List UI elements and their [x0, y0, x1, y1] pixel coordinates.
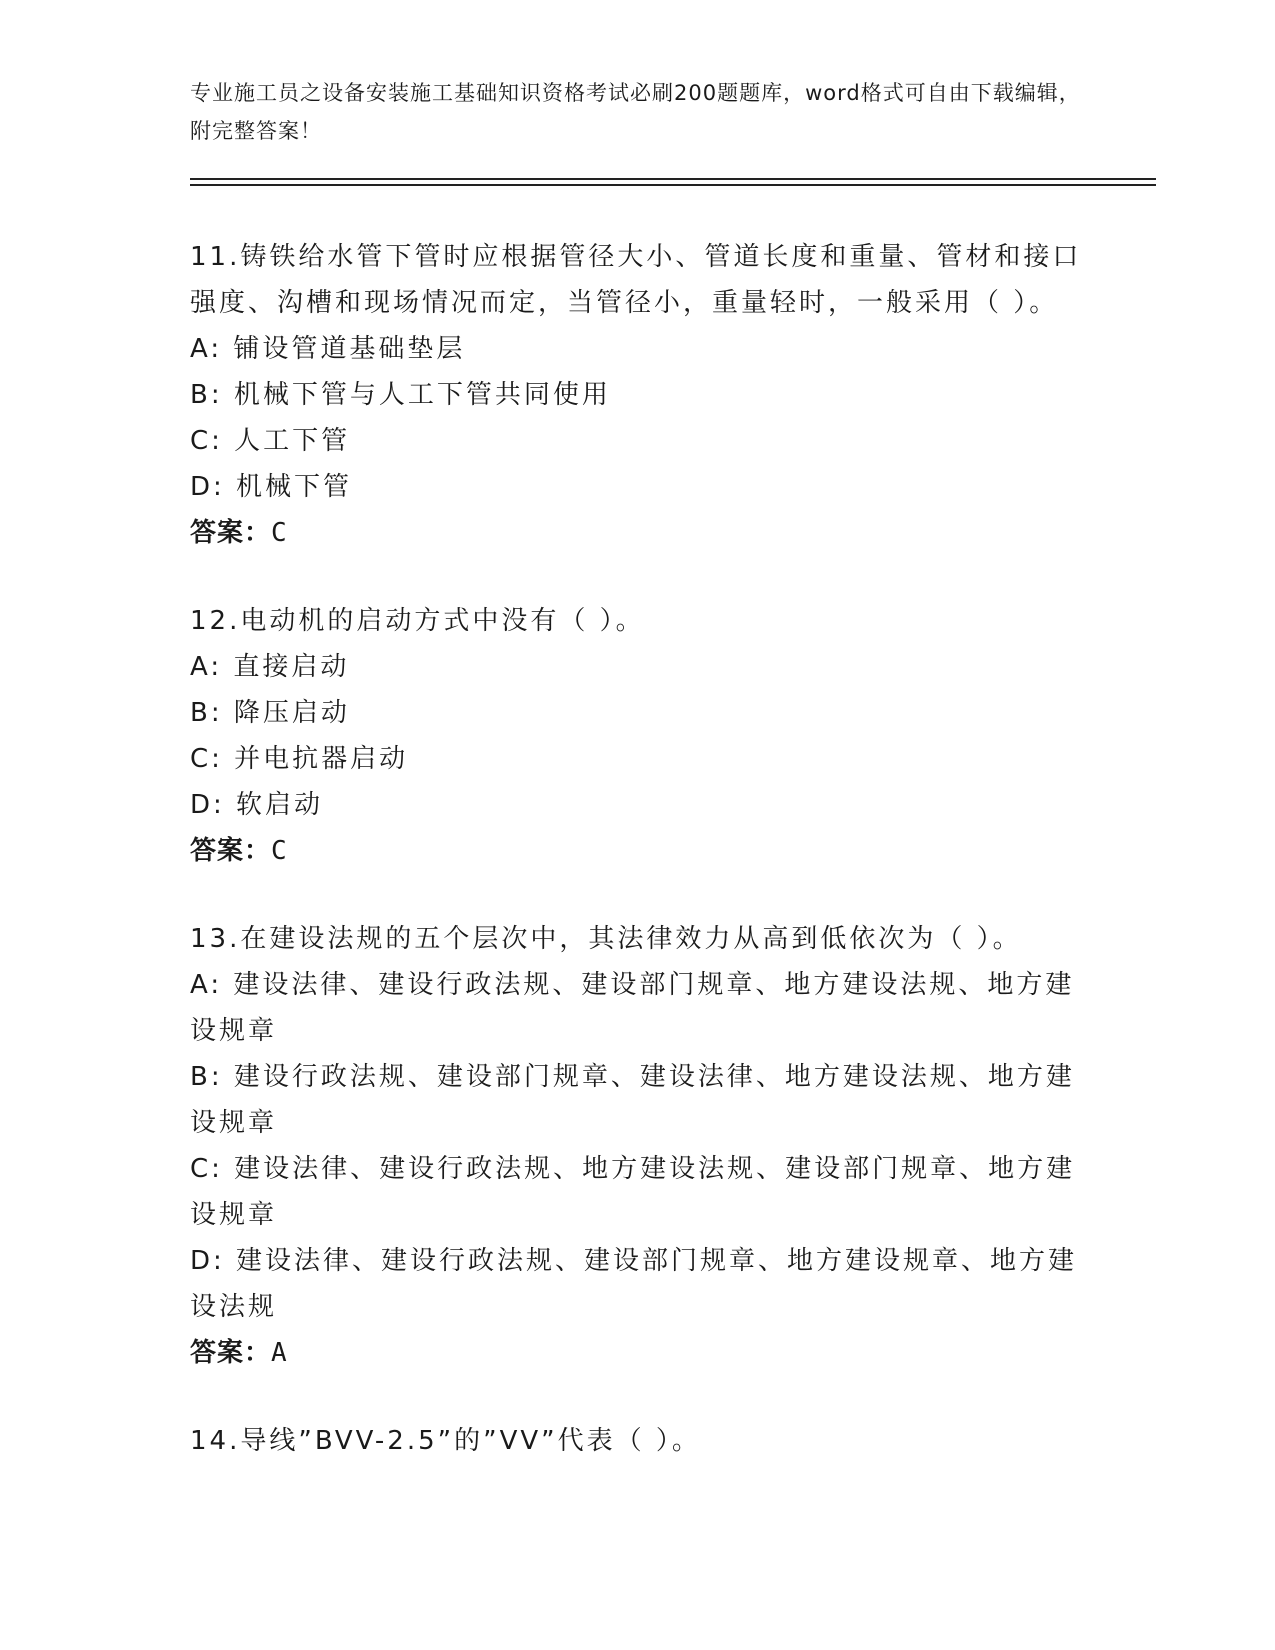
option-d: D: 建设法律、建设行政法规、建设部门规章、地方建设规章、地方建设法规 [190, 1246, 1078, 1322]
answer-label: 答案： [190, 518, 272, 548]
question-stem: 12.电动机的启动方式中没有（ ）。 [190, 606, 645, 636]
question-12 [190, 598, 1090, 874]
option-d: D: 软启动 [190, 790, 324, 820]
option-b: B: 机械下管与人工下管共同使用 [190, 380, 611, 410]
header-divider-bottom [190, 184, 1156, 186]
question-stem: 13.在建设法规的五个层次中，其法律效力从高到低依次为（ ）。 [190, 924, 1022, 954]
answer-value: C [271, 518, 287, 548]
answer-label: 答案： [190, 1338, 272, 1368]
question-stem: 14.导线”BVV-2.5”的”VV”代表（ ）。 [190, 1426, 701, 1456]
answer-label: 答案： [190, 836, 272, 866]
answer-line [190, 1330, 1090, 1376]
option-a: A: 直接启动 [190, 652, 350, 682]
option-c: C: 人工下管 [190, 426, 351, 456]
question-11 [190, 234, 1090, 556]
question-14 [190, 1418, 1090, 1464]
option-a: A: 建设法律、建设行政法规、建设部门规章、地方建设法规、地方建设规章 [190, 970, 1075, 1046]
answer-value: A [271, 1338, 287, 1368]
answer-line [190, 510, 1090, 556]
option-d: D: 机械下管 [190, 472, 353, 502]
answer-value: C [271, 836, 287, 866]
header-divider-top [190, 178, 1156, 180]
option-b: B: 降压启动 [190, 698, 350, 728]
option-a: A: 铺设管道基础垫层 [190, 334, 466, 364]
question-13 [190, 916, 1090, 1376]
answer-line [190, 828, 1090, 874]
option-b: B: 建设行政法规、建设部门规章、建设法律、地方建设法规、地方建设规章 [190, 1062, 1075, 1138]
option-c: C: 并电抗器启动 [190, 744, 409, 774]
question-list [190, 234, 1090, 1506]
option-c: C: 建设法律、建设行政法规、地方建设法规、建设部门规章、地方建设规章 [190, 1154, 1076, 1230]
document-header: 专业施工员之设备安装施工基础知识资格考试必刷200题题库，word格式可自由下载编辑，附完整答案！ [190, 81, 1081, 143]
question-stem: 11.铸铁给水管下管时应根据管径大小、管道长度和重量、管材和接口强度、沟槽和现场情况而定，当管径小，重量轻时，一般采用（ ）。 [190, 242, 1082, 318]
